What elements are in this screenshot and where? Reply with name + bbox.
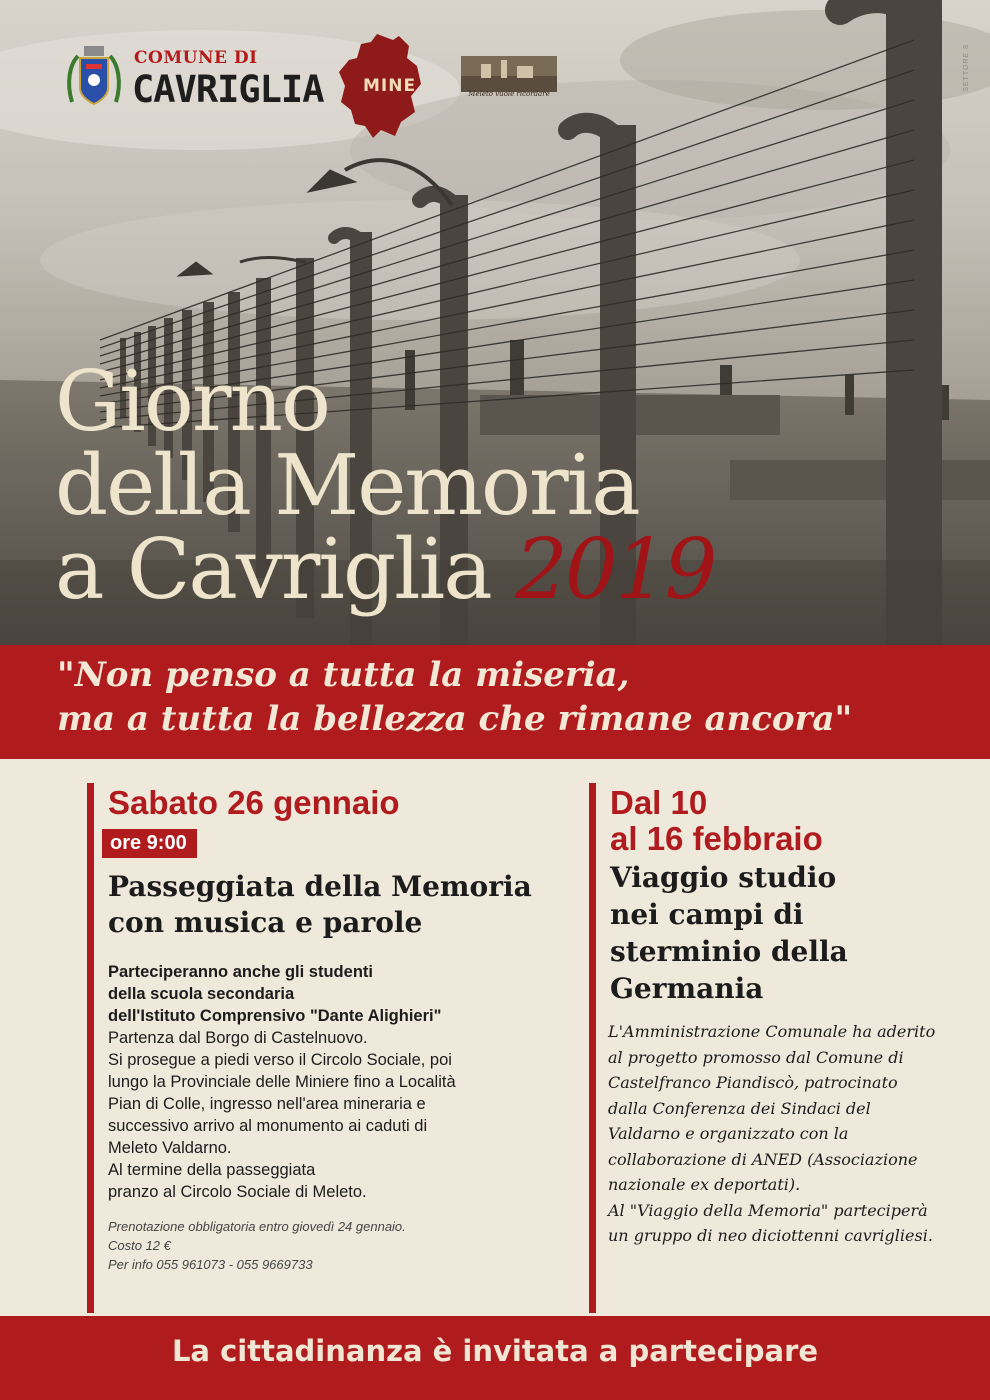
right-body-line: collaborazione di ANED (Associazione (608, 1149, 918, 1169)
left-event-body (108, 961, 548, 1203)
left-body-line: Meleto Valdarno. (108, 1139, 232, 1157)
right-event-body (608, 1019, 968, 1249)
time-badge: ore 9:00 (102, 829, 197, 858)
event-left (87, 783, 564, 1313)
quote-line-1: "Non penso a tutta la miseria, (57, 655, 630, 695)
meleto-village-icon (461, 56, 557, 92)
note-line: Costo 12 € (108, 1238, 171, 1253)
left-body-line: Al termine della passeggiata (108, 1161, 316, 1179)
right-title-line: Germania (610, 972, 764, 1005)
right-body-line: dalla Conferenza dei Sindaci del (608, 1098, 871, 1118)
left-body-line: lungo la Provinciale delle Miniere fino a Località (108, 1073, 456, 1091)
right-title-line: sterminio della (610, 935, 848, 968)
right-body-line: Al "Viaggio della Memoria" parteciperà (608, 1200, 928, 1220)
left-event-title (108, 869, 532, 941)
note-line: Per info 055 961073 - 055 9669733 (108, 1257, 313, 1272)
left-body-line: Partenza dal Borgo di Castelnuovo. (108, 1029, 368, 1047)
right-date-line-2: al 16 febbraio (610, 820, 823, 857)
quote-line-2: ma a tutta la bellezza che rimane ancora" (57, 699, 853, 739)
quote (57, 653, 852, 741)
right-event-date (610, 785, 823, 857)
meleto-label: Meleto vuole ricordare (468, 90, 550, 98)
left-event-note (108, 1217, 406, 1274)
right-title-line: nei campi di (610, 898, 804, 931)
title-line-1: Giorno (55, 353, 329, 450)
comune-prefix: COMUNE DI (134, 48, 258, 68)
right-title-line: Viaggio studio (610, 861, 837, 894)
page-title (55, 353, 715, 618)
left-intro-line: Parteciperanno anche gli studenti (108, 963, 373, 981)
title-line-2: della Memoria (55, 437, 639, 534)
right-body-line: Valdarno e organizzato con la (608, 1124, 849, 1143)
left-intro-line: dell'Istituto Comprensivo "Dante Alighieri" (108, 1007, 442, 1025)
note-line: Prenotazione obbligatoria entro giovedì 24 gennaio. (108, 1219, 406, 1234)
left-title-line-1: Passeggiata della Memoria (108, 870, 532, 903)
quote-band (0, 645, 990, 759)
left-body-line: pranzo al Circolo Sociale di Meleto. (108, 1183, 367, 1201)
right-date-line-1: Dal 10 (610, 784, 708, 821)
left-body-line: Pian di Colle, ingresso nell'area mineraria e (108, 1095, 426, 1113)
left-title-line-2: con musica e parole (108, 906, 423, 939)
mine-logo (337, 32, 425, 140)
header-photo (0, 0, 990, 648)
title-line-3 (55, 521, 715, 618)
invite-band (0, 1316, 990, 1400)
left-body-line: Si prosegue a piedi verso il Circolo Sociale, poi (108, 1051, 452, 1069)
title-place: a Cavriglia (55, 521, 491, 618)
crest-icon (64, 42, 124, 114)
right-event-title (610, 859, 848, 1007)
invite-text: La cittadinanza è invitata a partecipare (171, 1334, 819, 1368)
right-body-line: nazionale ex deportati). (608, 1175, 801, 1194)
event-right (589, 783, 976, 1313)
mine-label: MINE (363, 76, 417, 96)
right-body-line: al progetto promosso dal Comune di (608, 1047, 904, 1067)
right-body-line: Castelfranco Piandiscò, patrocinato (608, 1073, 898, 1092)
right-body-line: un gruppo di neo diciottenni cavrigliesi. (608, 1226, 933, 1245)
side-credit: SETTORE 8 (963, 44, 970, 92)
comune-name: CAVRIGLIA (132, 68, 324, 111)
comune-logo (64, 42, 324, 114)
left-event-date: Sabato 26 gennaio (108, 784, 400, 821)
title-year: 2019 (515, 521, 715, 618)
left-intro-line: della scuola secondaria (108, 985, 295, 1003)
right-body-line: L'Amministrazione Comunale ha aderito (608, 1022, 936, 1041)
left-body-line: successivo arrivo al monumento ai caduti di (108, 1117, 428, 1135)
meleto-logo (461, 56, 557, 118)
